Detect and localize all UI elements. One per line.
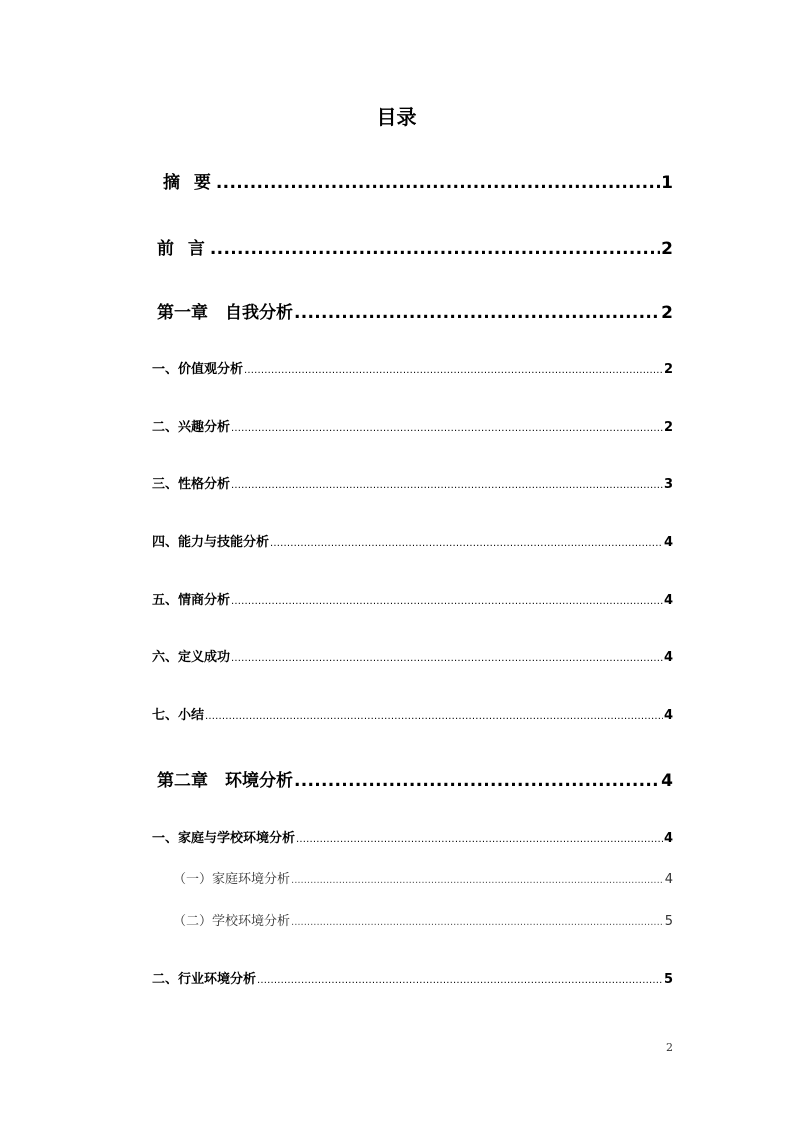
- dot-leader: [257, 971, 663, 991]
- toc-entry-label: （二）学校环境分析: [173, 914, 291, 929]
- toc-entry-page: 4: [663, 650, 673, 665]
- toc-entry-label: 三、性格分析: [152, 477, 231, 492]
- dot-leader: [296, 830, 663, 850]
- toc-entry-page: 5: [664, 914, 673, 929]
- dot-leader: [294, 300, 660, 326]
- toc-entry-section[interactable]: [152, 648, 673, 668]
- toc-entry-label: 五、情商分析: [152, 593, 231, 608]
- toc-entry-chapter-2[interactable]: [157, 768, 673, 794]
- toc-entry-section[interactable]: [152, 533, 673, 553]
- toc-entry-section[interactable]: [152, 591, 673, 611]
- toc-entry-page: 4: [663, 593, 673, 608]
- toc-entry-label: 一、家庭与学校环境分析: [152, 831, 296, 846]
- toc-title: 目录: [376, 105, 417, 129]
- toc-entry-label: 二、兴趣分析: [152, 420, 231, 435]
- toc-entry-section[interactable]: [152, 706, 673, 726]
- toc-entry-page: 5: [663, 972, 673, 987]
- dot-leader: [231, 476, 663, 496]
- toc-entry-section[interactable]: [152, 475, 673, 495]
- toc-entry-page: 4: [663, 831, 673, 846]
- toc-entry-page: 2: [661, 239, 673, 259]
- toc-entry-page: 4: [661, 771, 673, 791]
- toc-entry-label: 七、小结: [152, 708, 205, 723]
- toc-entry-page: 4: [663, 535, 673, 550]
- toc-entry-label: 第二章 环境分析: [157, 771, 293, 791]
- toc-entry-page: 2: [663, 362, 673, 377]
- dot-leader: [216, 170, 660, 196]
- toc-entry-page: 3: [663, 477, 673, 492]
- toc-entry-page: 2: [661, 303, 673, 323]
- dot-leader: [205, 707, 663, 727]
- toc-entry-label: 前 言: [157, 239, 209, 259]
- toc-entry-page: 4: [663, 708, 673, 723]
- toc-entry-page: 2: [663, 420, 673, 435]
- toc-entry-preface[interactable]: [157, 236, 673, 262]
- toc-entry-label: 第一章 自我分析: [157, 303, 293, 323]
- toc-entry-chapter-1[interactable]: [157, 300, 673, 326]
- toc-entry-label: 二、行业环境分析: [152, 972, 257, 987]
- toc-entry-section[interactable]: [152, 418, 673, 438]
- dot-leader: [244, 361, 663, 381]
- dot-leader: [294, 768, 660, 794]
- dot-leader: [270, 534, 663, 554]
- toc-entry-label: 摘 要: [163, 173, 215, 193]
- toc-entry-page: 4: [664, 872, 673, 887]
- toc-entry-label: 六、定义成功: [152, 650, 231, 665]
- dot-leader: [291, 913, 664, 933]
- toc-entry-label: 四、能力与技能分析: [152, 535, 270, 550]
- toc-entry-page: 1: [661, 173, 673, 193]
- dot-leader: [291, 871, 664, 891]
- toc-entry-section[interactable]: [152, 829, 673, 849]
- toc-entry-subsection[interactable]: [173, 870, 673, 890]
- page-number: 2: [666, 1041, 673, 1054]
- toc-entry-section[interactable]: [152, 970, 673, 990]
- toc-entry-subsection[interactable]: [173, 912, 673, 932]
- toc-entry-abstract[interactable]: [163, 170, 673, 196]
- dot-leader: [231, 592, 663, 612]
- toc-entry-label: （一）家庭环境分析: [173, 872, 291, 887]
- toc-entry-section[interactable]: [152, 360, 673, 380]
- dot-leader: [231, 419, 663, 439]
- dot-leader: [231, 649, 663, 669]
- toc-entry-label: 一、价值观分析: [152, 362, 244, 377]
- dot-leader: [210, 236, 660, 262]
